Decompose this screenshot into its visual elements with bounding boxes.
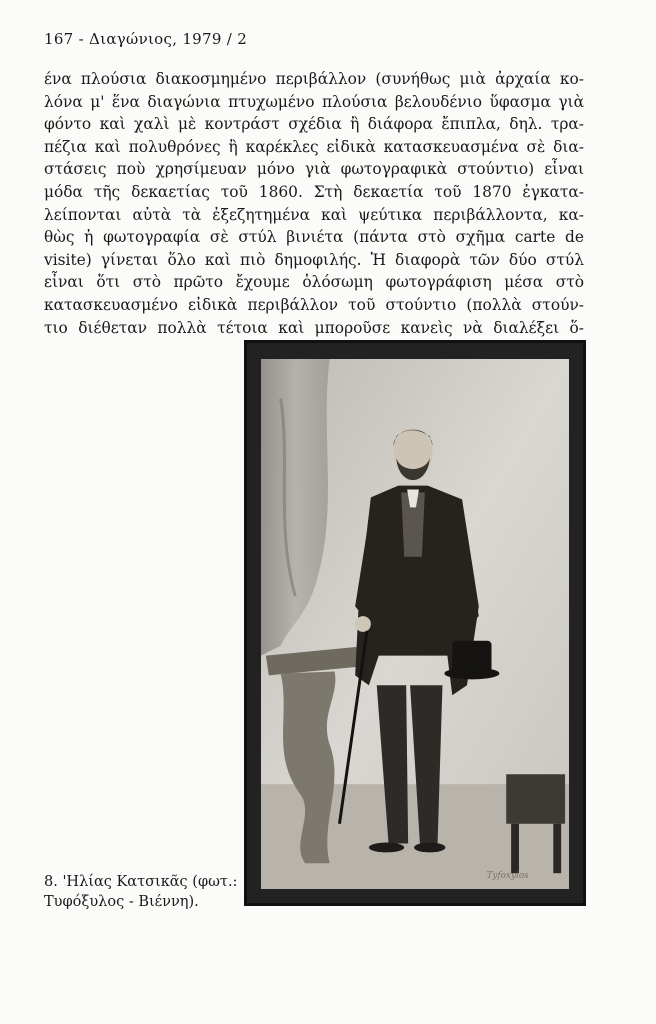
- body-text: [44, 68, 584, 339]
- text-line: στάσεις ποὺ χρησίμευαν μόνο γιὰ φωτογραφικὰ στούντιο) εἶναι: [44, 160, 584, 179]
- text-line: ένα πλούσια διακοσμημένο περιβάλλον (συνήθως μιὰ ἀρχαία κο-: [44, 70, 584, 88]
- page-header: 167 - Διαγώνιος, 1979 / 2: [44, 30, 248, 48]
- text-line: πέζια καὶ πολυθρόνες ἢ καρέκλες εἰδικὰ κατασκευασμένα σὲ δια-: [44, 137, 584, 156]
- figure-caption: [44, 872, 244, 912]
- text-line: λείπονται αὐτὰ τὰ ἐξεζητημένα καὶ ψεύτικα περιβάλλοντα, κα-: [44, 205, 584, 224]
- text-line: θὼς ἡ φωτογραφία σὲ στύλ βινιέτα (πάντα στὸ σχῆμα carte de: [44, 228, 584, 247]
- photo-image: [261, 359, 569, 889]
- text-line: μόδα τῆς δεκαετίας τοῦ 1860. Στὴ δεκαετία τοῦ 1870 ἐγκατα-: [44, 182, 584, 201]
- text-line: λόνα μ' ἕνα διαγώνια πτυχωμένο πλούσια βελουδένιο ὕφασμα γιὰ: [44, 92, 584, 111]
- caption-line: Τυφόξυλος - Βιέννη).: [44, 894, 199, 910]
- text-line: κατασκευασμένο εἰδικὰ περιβάλλον τοῦ στούντιο (πολλὰ στούν-: [44, 295, 584, 314]
- caption-line: 8. 'Ηλίας Κατσικᾶς (φωτ.:: [44, 874, 238, 890]
- text-line: τιο διέθεταν πολλὰ τέτοια καὶ μποροῦσε κανεὶς νὰ διαλέξει ὅ-: [44, 318, 584, 337]
- text-line: εἶναι ὅτι στὸ πρῶτο ἔχουμε ὁλόσωμη φωτογράφιση μέσα στὸ: [44, 273, 584, 292]
- svg-text:Tyfoxylos: Tyfoxylos: [486, 871, 529, 882]
- text-line: visite) γίνεται ὅλο καὶ πιὸ δημοφιλής. Ἡ διαφορὰ τῶν δύο στύλ: [44, 250, 584, 269]
- portrait-photo: [244, 340, 586, 906]
- text-line: φόντο καὶ χαλὶ μὲ κοντράστ σχέδια ἢ διάφορα ἔπιπλα, δηλ. τρα-: [44, 115, 584, 134]
- portrait-illustration: [261, 359, 569, 889]
